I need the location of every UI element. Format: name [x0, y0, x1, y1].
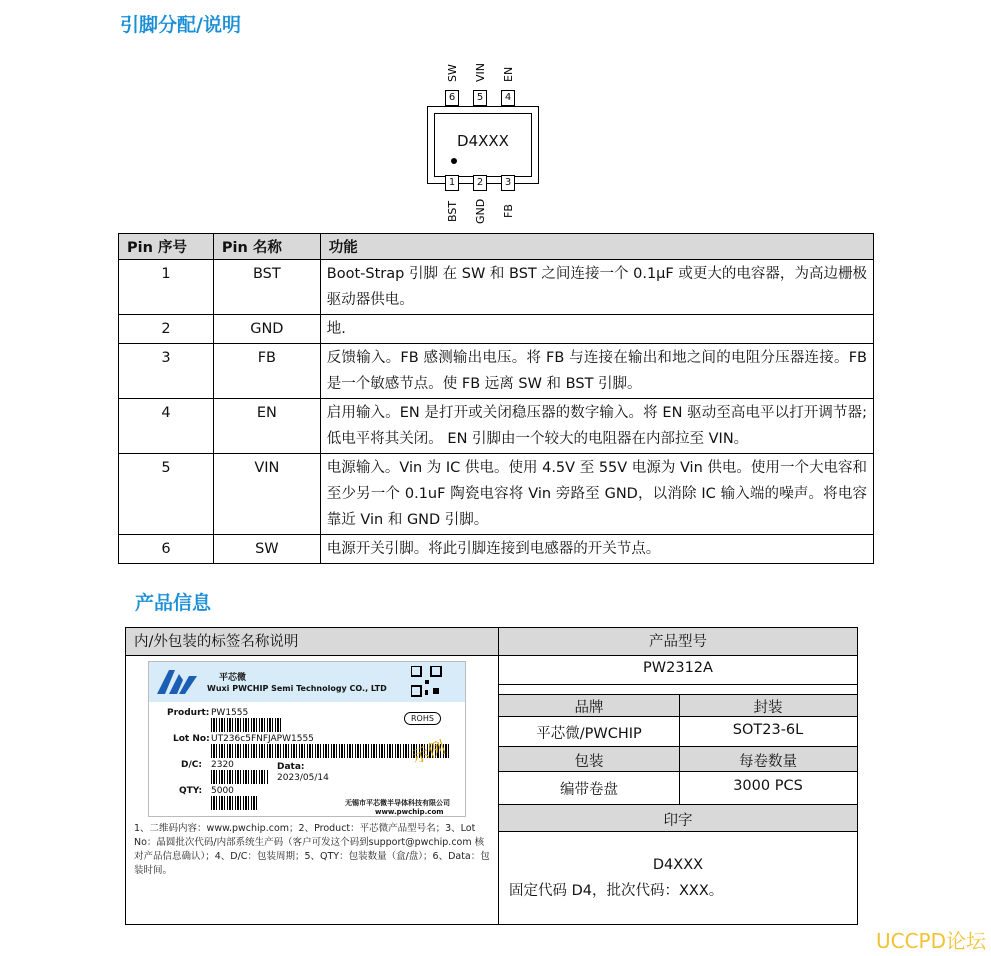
pin-name: EN: [213, 399, 320, 454]
rohs-badge: ROHS: [404, 712, 441, 725]
model-value: PW2312A: [643, 660, 713, 676]
product-section-heading: 产品信息: [135, 592, 212, 614]
pin-number: 5: [119, 454, 214, 535]
table-row: [119, 344, 874, 399]
forum-watermark: UCCPD论坛: [875, 929, 986, 953]
label-description-header: 内/外包装的标签名称说明: [126, 628, 498, 656]
pin-section-heading: 引脚分配/说明: [120, 14, 241, 36]
package-header: 封装: [753, 700, 783, 716]
pin1-dot: [451, 158, 457, 164]
label-product-value: PW1555: [211, 708, 249, 718]
label-qty-key: QTY:: [179, 786, 203, 796]
label-dc-key: D/C:: [181, 760, 202, 770]
pin-number: 1: [119, 260, 214, 315]
packing-header: 包装: [574, 754, 604, 770]
qty-value: 3000 PCS: [733, 778, 803, 794]
pin-label-vin: VIN: [474, 63, 487, 82]
pin-number: 4: [119, 399, 214, 454]
package-body: [427, 106, 539, 184]
table-row: [119, 399, 874, 454]
table-row: [119, 260, 874, 315]
dc-barcode: [211, 770, 269, 784]
label-lot-value: UT236c5FNFJAPW1555: [211, 734, 314, 744]
label-dc-value: 2320: [211, 760, 234, 770]
label-brand-cn: 平芯微: [219, 673, 247, 683]
header-pin-number: Pin 序号: [119, 234, 214, 260]
pin-table-header: [119, 234, 874, 260]
pin-name: SW: [213, 535, 320, 564]
package-diagram: [415, 58, 565, 230]
table-row: [119, 454, 874, 535]
label-website: www.pwchip.com: [375, 808, 444, 816]
pin-name: BST: [213, 260, 320, 315]
brand-value: 平芯微/PWCHIP: [536, 726, 642, 742]
package-marking: D4XXX: [457, 132, 509, 150]
product-info-table: [125, 627, 858, 925]
product-details: [499, 628, 857, 924]
packing-value: 编带卷盘: [560, 782, 618, 798]
pin-3-box: 3: [501, 175, 515, 191]
pin-function: 电源开关引脚。将此引脚连接到电感器的开关节点。: [320, 535, 873, 564]
pin-label-bst: BST: [446, 200, 459, 222]
sample-stamp: 示例: [409, 737, 449, 769]
pin-5-box: 5: [473, 90, 487, 106]
model-header: 产品型号: [499, 628, 857, 656]
pin-label-gnd: GND: [474, 198, 487, 224]
label-qty-value: 5000: [211, 786, 234, 796]
pin-name: FB: [213, 344, 320, 399]
marking-header: 印字: [663, 813, 693, 829]
pin-name: VIN: [213, 454, 320, 535]
label-lot-key: Lot No:: [173, 734, 210, 744]
label-company-cn: 无锡市平芯微半导体科技有限公司: [345, 799, 450, 807]
pin-function: 启用输入。EN 是打开或关闭稳压器的数字输入。将 EN 驱动至高电平以打开调节器;低电平将其关闭。 EN 引脚由一个较大的电阻器在内部拉至 VIN。: [320, 399, 873, 454]
table-row: [119, 535, 874, 564]
label-data-key: Data:: [277, 762, 305, 772]
header-function: 功能: [320, 234, 873, 260]
pin-number: 3: [119, 344, 214, 399]
pin-4-box: 4: [501, 90, 515, 106]
qr-code-icon: [411, 666, 443, 698]
pin-function: 地.: [320, 315, 873, 344]
brand-header: 品牌: [574, 700, 604, 716]
sample-label: [148, 661, 466, 817]
pin-function: 电源输入。Vin 为 IC 供电。使用 4.5V 至 55V 电源为 Vin 供电。使用一个大电容和至少另一个 0.1uF 陶瓷电容将 Vin 旁路至 GND，以消除 IC 输入端的噪声。将电容靠近 Vin 和 GND 引脚。: [320, 454, 873, 535]
label-description-cell: [126, 628, 499, 924]
package-value: SOT23-6L: [732, 722, 804, 738]
qty-barcode: [211, 796, 259, 810]
pin-table: [118, 233, 874, 564]
label-data-value: 2023/05/14: [277, 773, 329, 783]
product-barcode: [211, 718, 281, 732]
marking-code: D4XXX: [652, 857, 704, 873]
qty-header: 每卷数量: [739, 754, 797, 770]
pin-label-en: EN: [502, 66, 515, 82]
pin-function: 反馈输入。FB 感测输出电压。将 FB 与连接在输出和地之间的电阻分压器连接。FB 是一个敏感节点。使 FB 远离 SW 和 BST 引脚。: [320, 344, 873, 399]
pin-function: Boot-Strap 引脚 在 SW 和 BST 之间连接一个 0.1μF 或更大的电容器，为高边栅极驱动器供电。: [320, 260, 873, 315]
pin-number: 2: [119, 315, 214, 344]
table-row: [119, 315, 874, 344]
pin-1-box: 1: [445, 175, 459, 191]
pin-label-fb: FB: [502, 204, 515, 218]
pin-number: 6: [119, 535, 214, 564]
label-note: 1、二维码内容：www.pwchip.com；2、Product：平芯微产品型号名；3、Lot No：晶圆批次代码/内部系统生产码（客户可发这个码到support@pwchip.com 核对产品信息确认）；4、D/C：包装周期；5、QTY：包装数量（盒/盘）；6、Data：包装时间。: [134, 823, 490, 876]
pin-name: GND: [213, 315, 320, 344]
label-company-en: Wuxi PWCHIP Semi Technology CO., LTD: [207, 684, 387, 693]
pin-label-sw: SW: [446, 64, 459, 82]
marking-description: 固定代码 D4，批次代码：XXX。: [509, 883, 724, 899]
pwchip-logo-icon: [155, 666, 199, 696]
label-product-key: Produrt:: [167, 708, 210, 718]
pin-6-box: 6: [445, 90, 459, 106]
header-pin-name: Pin 名称: [213, 234, 320, 260]
pin-2-box: 2: [473, 175, 487, 191]
